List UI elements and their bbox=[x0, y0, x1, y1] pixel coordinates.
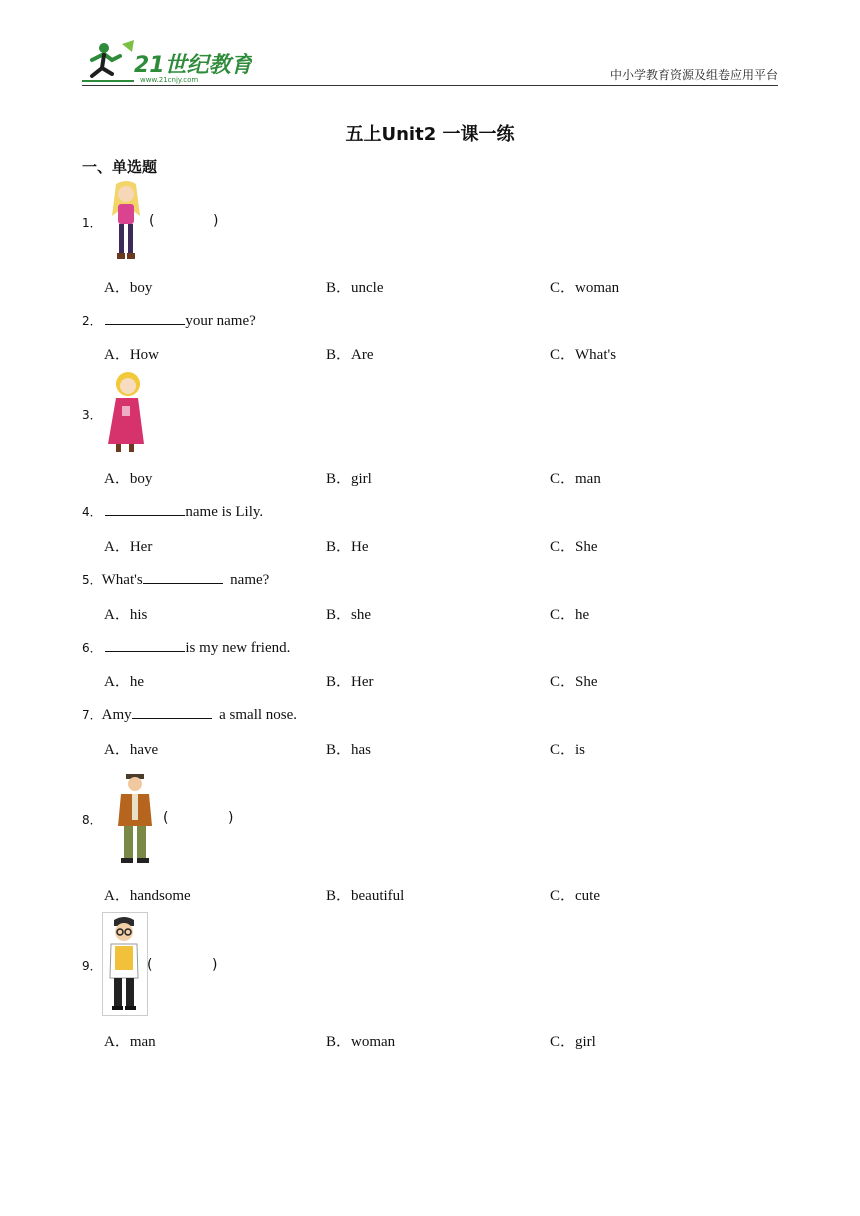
option-b[interactable]: B．woman bbox=[326, 1034, 396, 1050]
answer-paren-right: ) bbox=[213, 213, 219, 229]
section-heading: 一、单选题 bbox=[82, 158, 158, 176]
platform-label: 中小学教育资源及组卷应用平台 bbox=[609, 68, 778, 82]
answer-paren-left: ( bbox=[163, 810, 169, 826]
question-prefix: What's bbox=[101, 572, 143, 588]
man-glasses-illustration-icon bbox=[102, 912, 148, 1016]
option-c[interactable]: C．he bbox=[550, 607, 590, 623]
option-c[interactable]: C．girl bbox=[550, 1034, 596, 1050]
question-number: 1． bbox=[82, 216, 102, 230]
option-c[interactable]: C．She bbox=[550, 539, 598, 555]
option-a[interactable]: A．his bbox=[104, 607, 148, 623]
question-number: 6． bbox=[82, 641, 102, 655]
answer-blank[interactable] bbox=[105, 501, 185, 516]
option-c[interactable]: C．What's bbox=[550, 347, 617, 363]
question-text: is my new friend. bbox=[185, 640, 291, 656]
option-b[interactable]: B．Her bbox=[326, 674, 374, 690]
option-c[interactable]: C．She bbox=[550, 674, 598, 690]
girl-illustration-icon bbox=[104, 180, 148, 264]
answer-blank[interactable] bbox=[143, 569, 223, 584]
page-title: 五上Unit2 一课一练 bbox=[345, 124, 515, 145]
question-9 bbox=[82, 957, 102, 975]
header-divider bbox=[82, 85, 778, 86]
option-b[interactable]: B．uncle bbox=[326, 280, 384, 296]
answer-blank[interactable] bbox=[105, 637, 185, 652]
option-a[interactable]: A．boy bbox=[104, 280, 153, 296]
answer-paren-left: ( bbox=[149, 213, 155, 229]
answer-paren-right: ) bbox=[228, 810, 234, 826]
option-a[interactable]: A．How bbox=[104, 347, 159, 363]
logo-main-text: 21世纪教育 bbox=[134, 53, 252, 78]
option-b[interactable]: B．has bbox=[326, 742, 372, 758]
question-number: 4． bbox=[82, 505, 102, 519]
option-b[interactable]: B．Are bbox=[326, 347, 374, 363]
option-c[interactable]: C．man bbox=[550, 471, 601, 487]
option-c[interactable]: C．woman bbox=[550, 280, 620, 296]
question-number: 7． bbox=[82, 708, 102, 722]
question-6 bbox=[82, 637, 290, 657]
answer-paren-right: ) bbox=[212, 957, 218, 973]
option-b[interactable]: B．she bbox=[326, 607, 372, 623]
logo-sub-text: www.21cnjy.com bbox=[140, 76, 199, 84]
question-3 bbox=[82, 406, 102, 424]
option-c[interactable]: C．is bbox=[550, 742, 586, 758]
question-text: name is Lily. bbox=[185, 504, 264, 520]
option-c[interactable]: C．cute bbox=[550, 888, 600, 904]
option-a[interactable]: A．handsome bbox=[104, 888, 191, 904]
option-a[interactable]: A．have bbox=[104, 742, 159, 758]
question-5 bbox=[82, 569, 269, 589]
option-b[interactable]: B．beautiful bbox=[326, 888, 405, 904]
answer-blank[interactable] bbox=[132, 704, 212, 719]
question-8 bbox=[82, 811, 102, 829]
answer-blank[interactable] bbox=[105, 310, 185, 325]
option-a[interactable]: A．Her bbox=[104, 539, 153, 555]
option-a[interactable]: A．man bbox=[104, 1034, 156, 1050]
question-number: 9． bbox=[82, 959, 102, 973]
question-prefix: Amy bbox=[101, 707, 132, 723]
option-b[interactable]: B．He bbox=[326, 539, 369, 555]
site-logo bbox=[82, 38, 252, 84]
question-number: 2． bbox=[82, 314, 102, 328]
question-4 bbox=[82, 501, 263, 521]
answer-paren-left: ( bbox=[147, 957, 153, 973]
man-brown-jacket-illustration-icon bbox=[112, 772, 158, 864]
question-text: name? bbox=[230, 572, 270, 588]
question-number: 3． bbox=[82, 408, 102, 422]
question-number: 5． bbox=[82, 573, 102, 587]
option-a[interactable]: A．he bbox=[104, 674, 144, 690]
question-text: your name? bbox=[185, 313, 256, 329]
question-number: 8． bbox=[82, 813, 102, 827]
option-a[interactable]: A．boy bbox=[104, 471, 153, 487]
question-text: a small nose. bbox=[219, 707, 298, 723]
question-7 bbox=[82, 704, 297, 724]
question-1 bbox=[82, 214, 102, 232]
question-2 bbox=[82, 310, 256, 330]
option-b[interactable]: B．girl bbox=[326, 471, 372, 487]
girl-red-dress-illustration-icon bbox=[102, 370, 148, 454]
